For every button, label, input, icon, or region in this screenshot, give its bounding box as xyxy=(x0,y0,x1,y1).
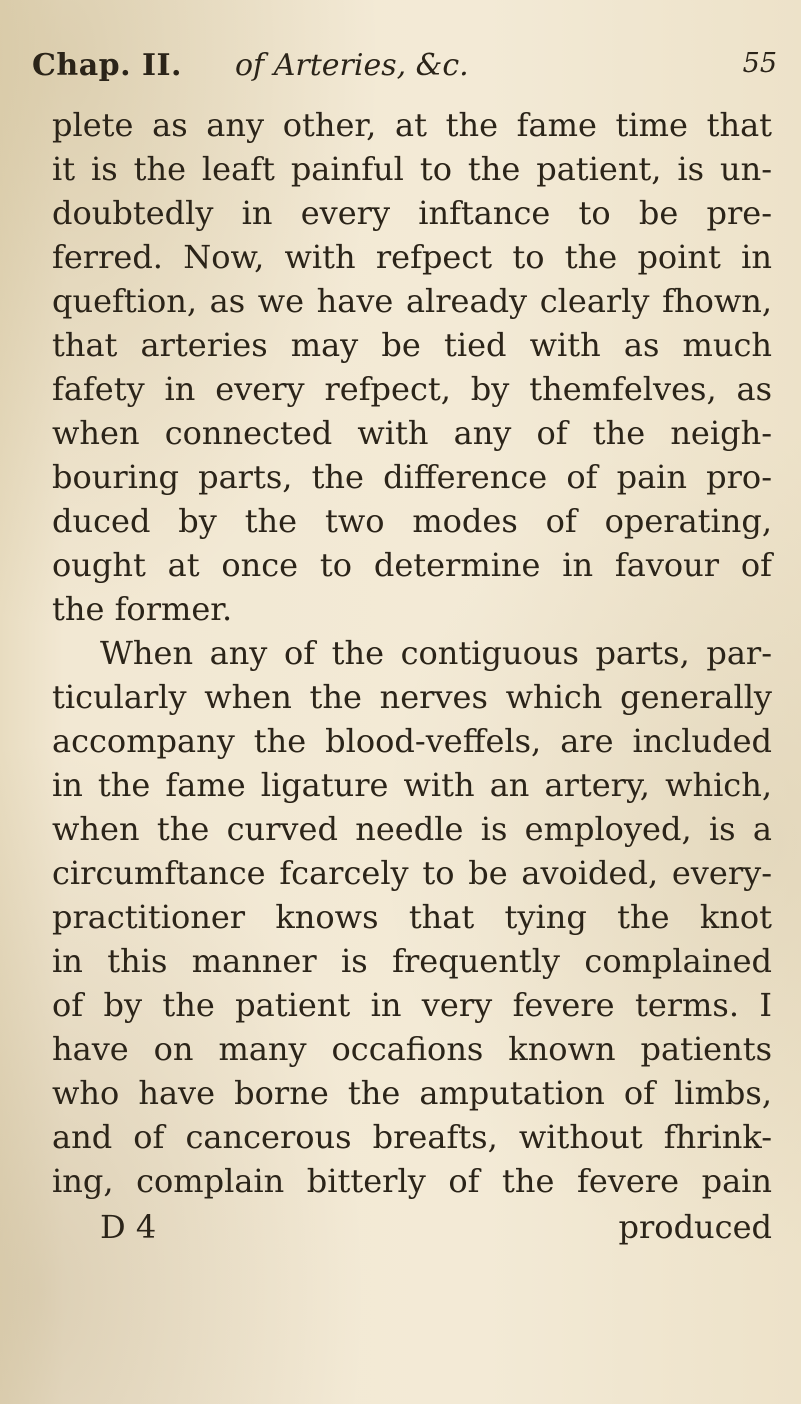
text-line: and of cancerous breafts, without fhrink- xyxy=(52,1118,772,1156)
signature-mark: D 4 xyxy=(100,1208,157,1246)
text-line: fafety in every refpect, by themfelves, as xyxy=(52,370,772,408)
page-footer xyxy=(52,1208,772,1252)
text-line: who have borne the amputation of limbs, xyxy=(52,1074,772,1112)
text-line: of by the patient in very fevere terms. I xyxy=(52,986,772,1024)
running-title: of Arteries, &c. xyxy=(235,48,469,83)
body-text xyxy=(52,103,772,1203)
text-line: plete as any other, at the fame time that xyxy=(52,106,772,144)
chapter-label: Chap. II. xyxy=(32,48,183,83)
text-line: accompany the blood-veffels, are included xyxy=(52,722,772,760)
text-line: duced by the two modes of operating, xyxy=(52,502,772,540)
text-line: doubtedly in every inftance to be pre- xyxy=(52,194,772,232)
text-line: when the curved needle is employed, is a xyxy=(52,810,772,848)
text-line: that arteries may be tied with as much xyxy=(52,326,772,364)
text-line: queftion, as we have already clearly fhown, xyxy=(52,282,772,320)
running-header xyxy=(32,48,777,88)
text-line: when connected with any of the neigh- xyxy=(52,414,772,452)
text-line: bouring parts, the difference of pain pro- xyxy=(52,458,772,496)
text-line: have on many occafions known patients xyxy=(52,1030,772,1068)
text-line: in this manner is frequently complained xyxy=(52,942,772,980)
text-line: the former. xyxy=(52,590,233,628)
text-line: it is the leaft painful to the patient, is un- xyxy=(52,150,772,188)
text-line: ing, complain bitterly of the fevere pain xyxy=(52,1162,772,1200)
text-line: ought at once to determine in favour of xyxy=(52,546,772,584)
text-line: in the fame ligature with an artery, which, xyxy=(52,766,772,804)
text-line: ticularly when the nerves which generally xyxy=(52,678,772,716)
text-line: ferred. Now, with refpect to the point in xyxy=(52,238,772,276)
page-number: 55 xyxy=(742,48,777,79)
text-line: circumftance fcarcely to be avoided, every- xyxy=(52,854,772,892)
paragraph-start-line: When any of the contiguous parts, par- xyxy=(100,634,772,672)
text-line: practitioner knows that tying the knot xyxy=(52,898,772,936)
catchword: produced xyxy=(618,1208,772,1246)
